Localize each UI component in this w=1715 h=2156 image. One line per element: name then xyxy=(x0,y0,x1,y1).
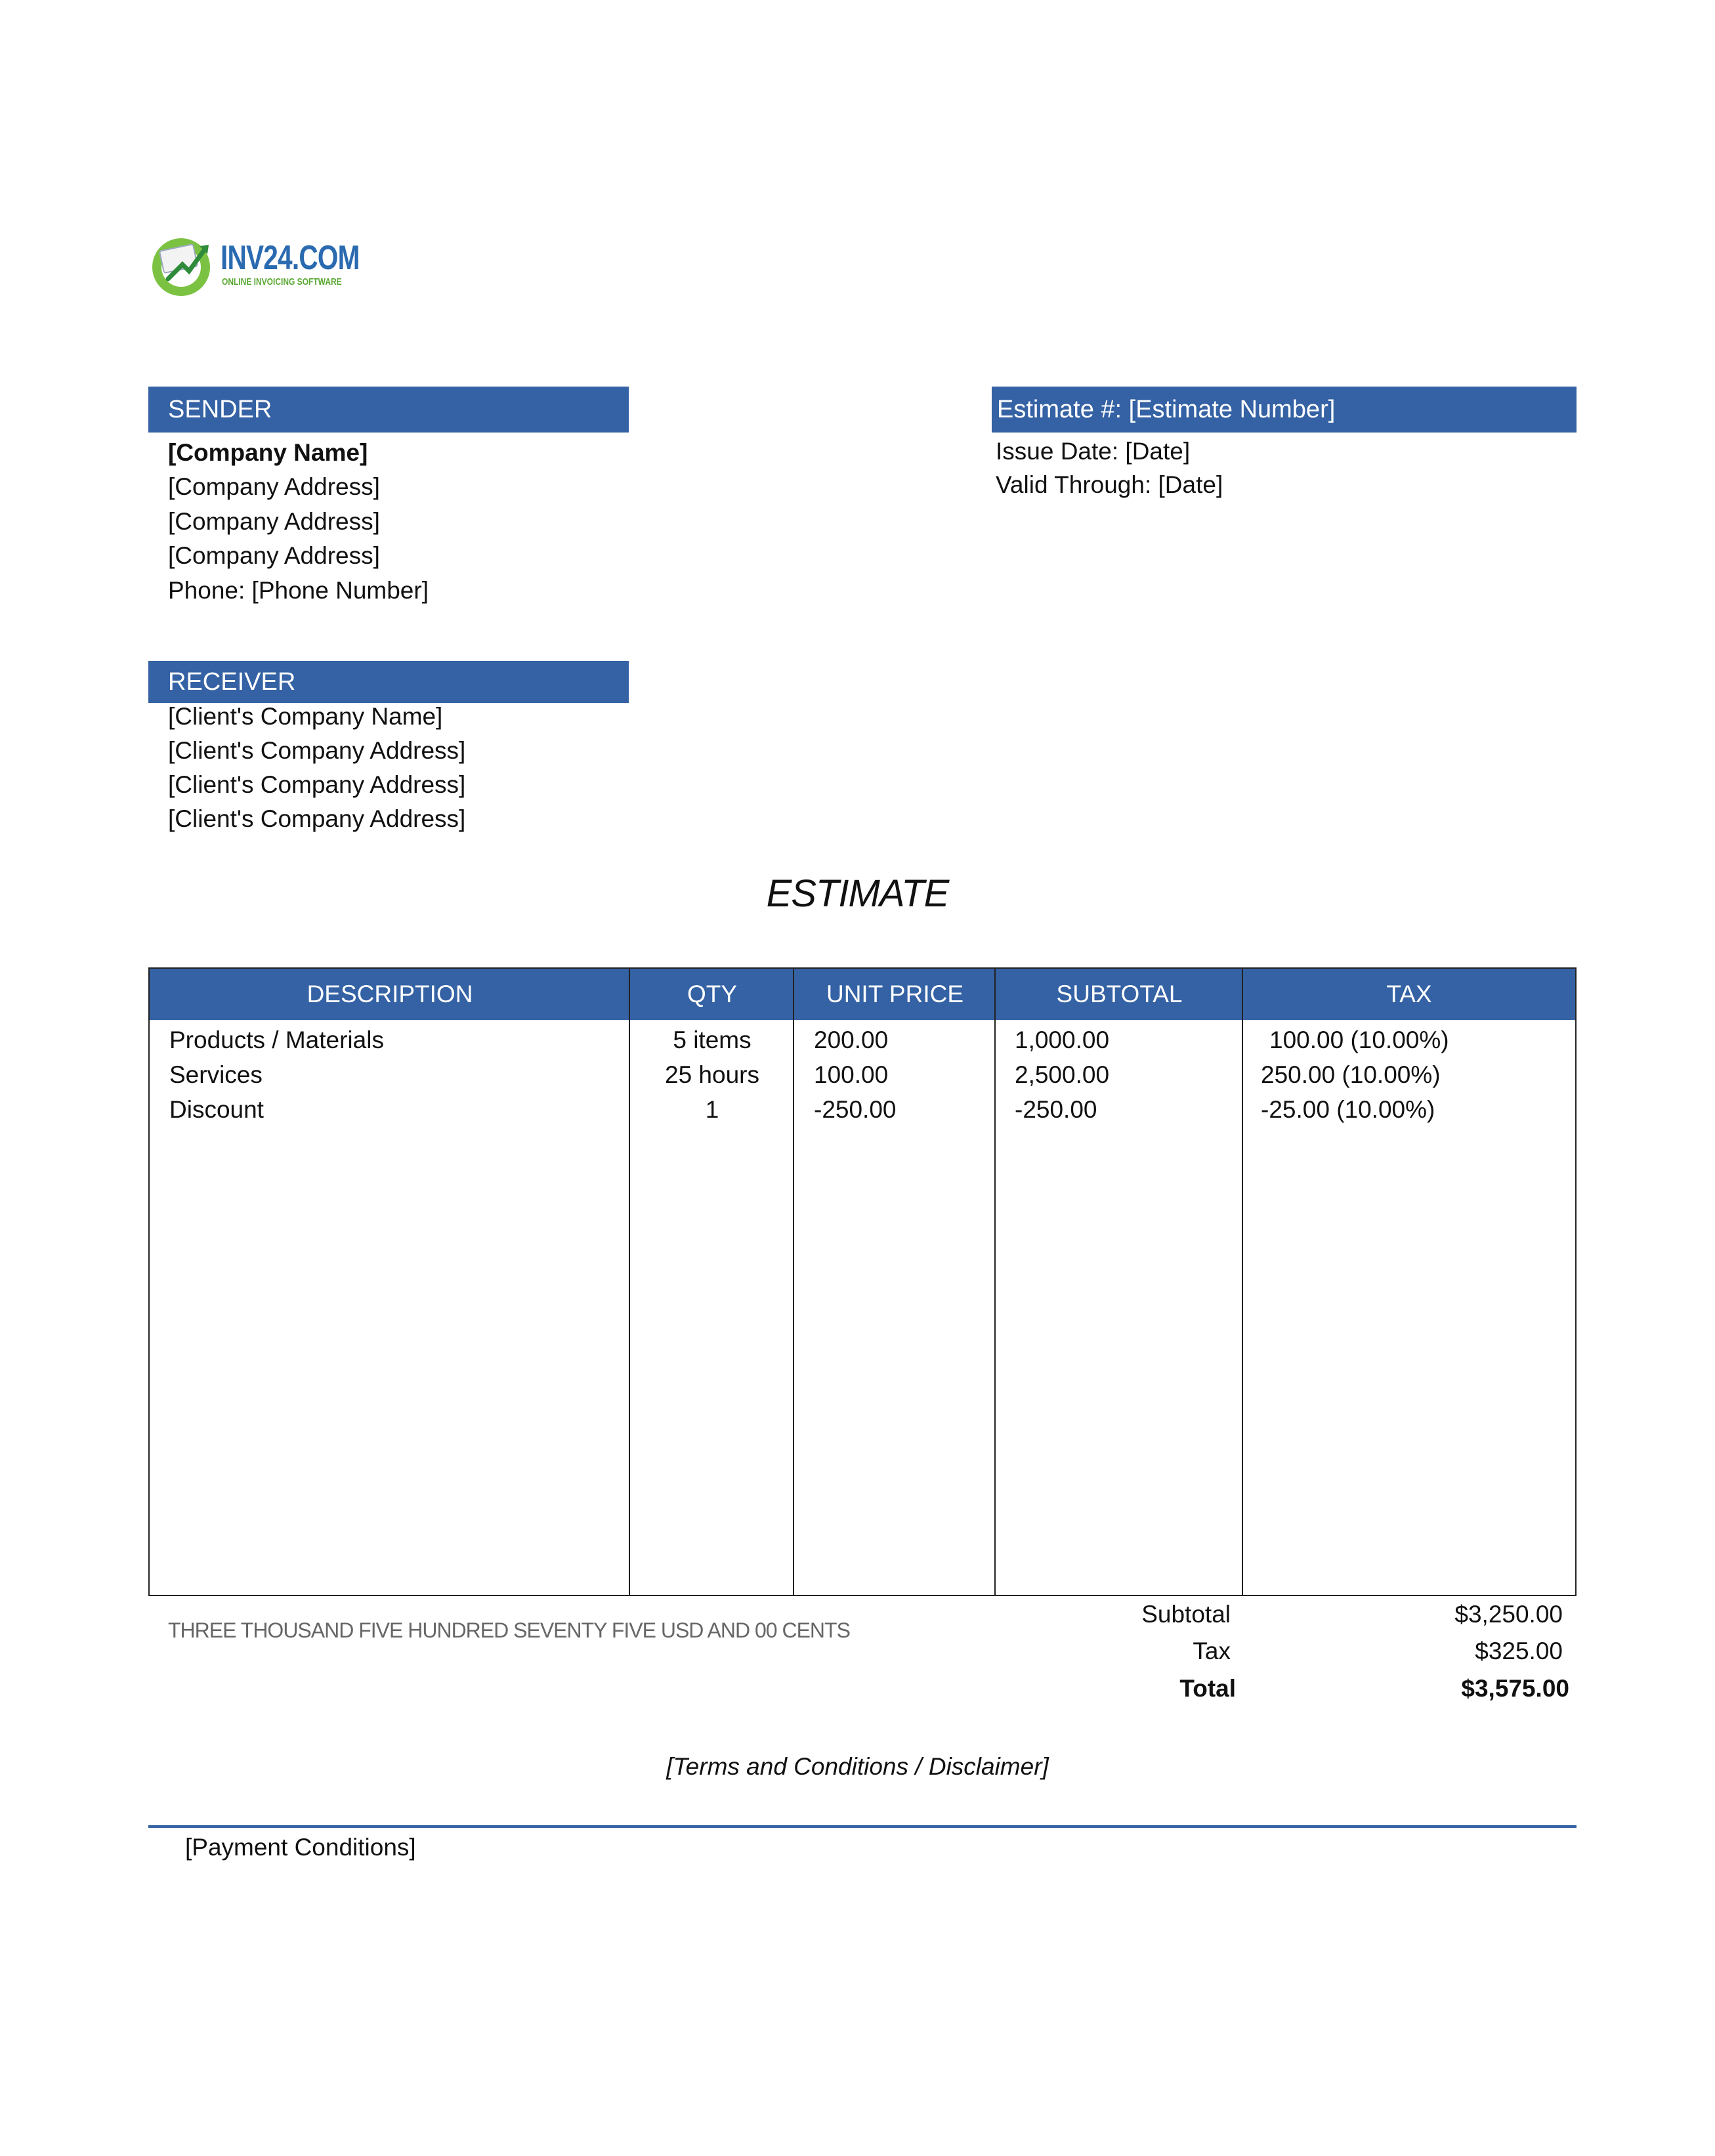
row-subtotal: 1,000.00 xyxy=(1015,1026,1110,1053)
column-header-tax: TAX xyxy=(1386,981,1432,1007)
column-divider xyxy=(994,969,996,1595)
row-unit-price: 200.00 xyxy=(814,1026,889,1053)
receiver-address-2: [Client's Company Address] xyxy=(168,771,466,798)
sender-address-1: [Company Address] xyxy=(168,473,380,500)
total-label: Total xyxy=(1179,1675,1236,1702)
sender-company-name: [Company Name] xyxy=(168,439,368,466)
subtotal-value: $3,250.00 xyxy=(1454,1601,1563,1628)
row-description: Products / Materials xyxy=(169,1026,384,1053)
sender-address-2: [Company Address] xyxy=(168,508,380,535)
column-header-unit-price: UNIT PRICE xyxy=(826,981,963,1007)
column-header-description: DESCRIPTION xyxy=(307,981,473,1007)
row-description: Services xyxy=(169,1061,263,1088)
document-title: ESTIMATE xyxy=(766,872,949,915)
sender-header: SENDER xyxy=(148,387,629,433)
estimate-number-header: Estimate #: [Estimate Number] xyxy=(992,387,1577,433)
receiver-address-3: [Client's Company Address] xyxy=(168,805,466,832)
row-description: Discount xyxy=(169,1096,264,1123)
row-tax: 250.00 (10.00%) xyxy=(1261,1061,1441,1088)
receiver-company-name: [Client's Company Name] xyxy=(168,703,443,730)
row-unit-price: -250.00 xyxy=(814,1096,897,1123)
issue-date: Issue Date: [Date] xyxy=(996,438,1191,465)
logo-tagline: ONLINE INVOICING SOFTWARE xyxy=(222,276,342,287)
sender-phone: Phone: [Phone Number] xyxy=(168,577,429,604)
row-qty: 25 hours xyxy=(665,1061,759,1088)
total-value: $3,575.00 xyxy=(1461,1675,1569,1702)
column-header-subtotal: SUBTOTAL xyxy=(1056,981,1183,1007)
receiver-address-1: [Client's Company Address] xyxy=(168,737,466,764)
row-tax: -25.00 (10.00%) xyxy=(1261,1096,1435,1123)
row-qty: 1 xyxy=(705,1096,719,1123)
column-divider xyxy=(1242,969,1243,1595)
row-subtotal: -250.00 xyxy=(1015,1096,1097,1123)
row-subtotal: 2,500.00 xyxy=(1015,1061,1110,1088)
company-logo xyxy=(150,233,360,299)
column-header-qty: QTY xyxy=(687,981,738,1007)
line-items-table xyxy=(148,967,1577,1596)
row-unit-price: 100.00 xyxy=(814,1061,889,1088)
table-header-row xyxy=(150,969,1575,1020)
tax-value: $325.00 xyxy=(1475,1638,1563,1664)
row-tax: 100.00 (10.00%) xyxy=(1269,1026,1449,1053)
amount-in-words: THREE THOUSAND FIVE HUNDRED SEVENTY FIVE USD AND 00 CENTS xyxy=(168,1618,850,1642)
sender-address-3: [Company Address] xyxy=(168,542,380,569)
logo-brand-text: INV24.COM xyxy=(221,239,360,277)
row-qty: 5 items xyxy=(673,1026,752,1053)
footer-divider xyxy=(148,1825,1577,1828)
receiver-header: RECEIVER xyxy=(148,661,629,703)
valid-through-date: Valid Through: [Date] xyxy=(996,471,1223,498)
terms-and-conditions: [Terms and Conditions / Disclaimer] xyxy=(666,1753,1049,1780)
tax-label: Tax xyxy=(1193,1638,1231,1664)
subtotal-label: Subtotal xyxy=(1141,1601,1231,1628)
payment-conditions: [Payment Conditions] xyxy=(185,1834,416,1861)
logo-emblem-icon xyxy=(150,233,215,299)
